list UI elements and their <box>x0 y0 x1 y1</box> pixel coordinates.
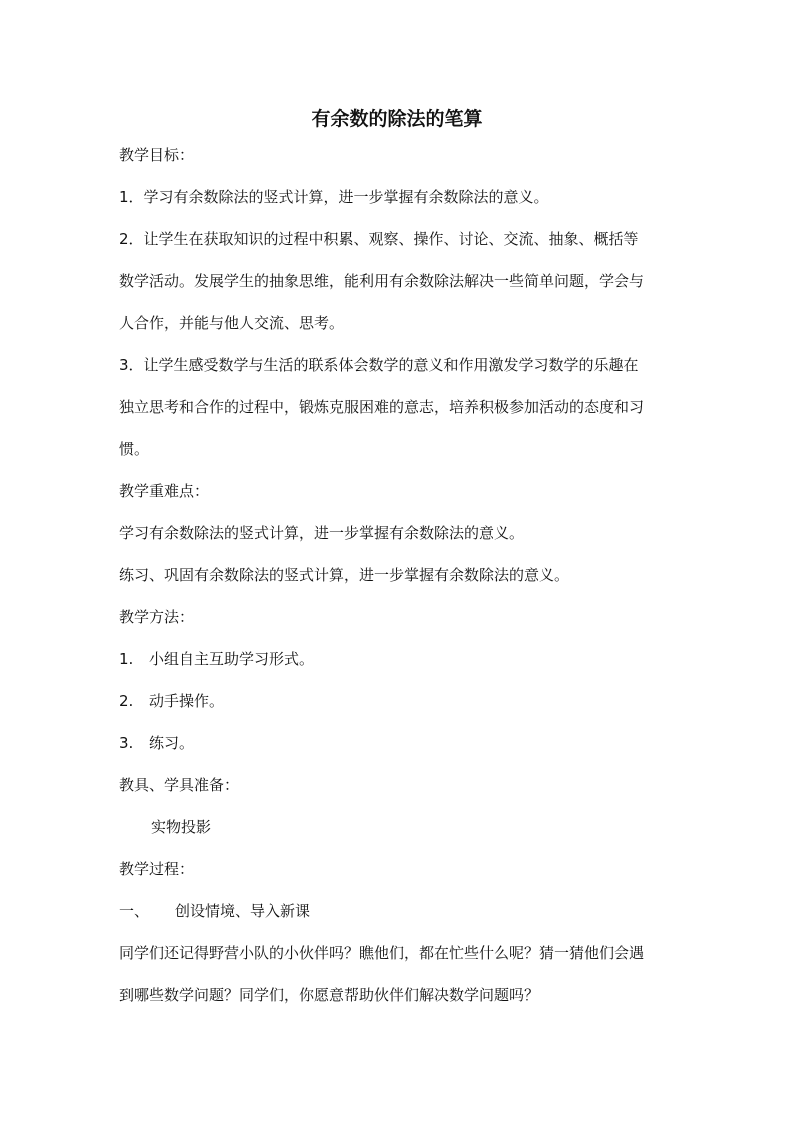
method-text: 练习。 <box>149 734 195 752</box>
list-number: 2. <box>119 692 134 710</box>
process-heading: 教学过程： <box>119 860 195 878</box>
method-item-1 <box>119 649 679 669</box>
goal-2-line-2: 数学活动。发展学生的抽象思维，能利用有余数除法解决一些简单问题，学会与 <box>119 272 645 290</box>
tools-heading: 教具、学具准备： <box>119 776 240 794</box>
list-number: 1. <box>119 650 134 668</box>
goal-1-line-1: 1．学习有余数除法的竖式计算，进一步掌握有余数除法的意义。 <box>119 188 549 206</box>
goal-2-line-3: 人合作，并能与他人交流、思考。 <box>119 314 345 332</box>
method-text: 小组自主互助学习形式。 <box>149 650 315 668</box>
goal-3-line-3: 惯。 <box>119 440 150 458</box>
section-number: 一、 <box>119 902 150 920</box>
list-number: 3. <box>119 734 134 752</box>
method-item-2 <box>119 691 679 711</box>
tools-item: 实物投影 <box>151 818 212 836</box>
goal-3-line-2: 独立思考和合作的过程中，锻炼克服困难的意志，培养积极参加活动的态度和习 <box>119 398 645 416</box>
intro-line-2: 到哪些数学问题？同学们，你愿意帮助伙伴们解决数学问题吗？ <box>119 986 540 1004</box>
goal-2-line-1: 2．让学生在获取知识的过程中积累、观察、操作、讨论、交流、抽象、概括等 <box>119 230 639 248</box>
document-body <box>119 145 679 1005</box>
key-point-2: 练习、巩固有余数除法的竖式计算，进一步掌握有余数除法的意义。 <box>119 566 570 584</box>
goals-heading: 教学目标： <box>119 146 195 164</box>
key-point-1: 学习有余数除法的竖式计算，进一步掌握有余数除法的意义。 <box>119 524 525 542</box>
intro-line-1: 同学们还记得野营小队的小伙伴吗？瞧他们，都在忙些什么呢？猜一猜他们会遇 <box>119 944 645 962</box>
key-heading: 教学重难点： <box>119 482 210 500</box>
section-title: 创设情境、导入新课 <box>175 902 311 920</box>
section-1-heading <box>119 901 679 921</box>
method-item-3 <box>119 733 679 753</box>
method-text: 动手操作。 <box>149 692 225 710</box>
document-title: 有余数的除法的笔算 <box>311 108 483 130</box>
goal-3-line-1: 3．让学生感受数学与生活的联系体会数学的意义和作用激发学习数学的乐趣在 <box>119 356 639 374</box>
methods-heading: 教学方法： <box>119 608 195 626</box>
